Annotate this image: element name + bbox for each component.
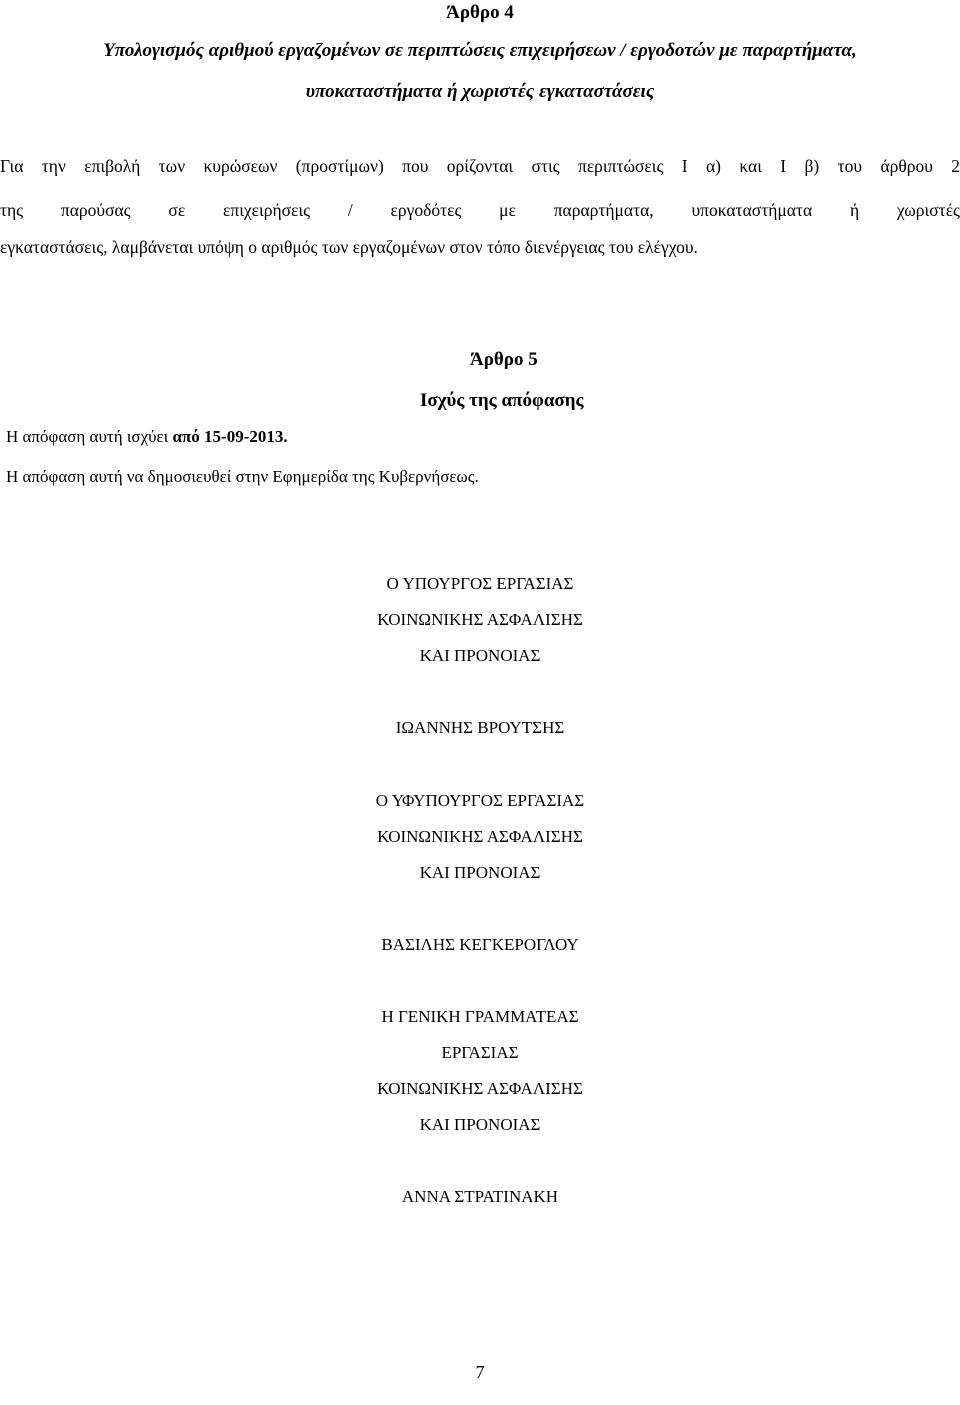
minister-title-line1: Ο ΥΠΟΥΡΓΟΣ ΕΡΓΑΣΙΑΣ [386, 574, 574, 593]
article4-body-line2: της παρούσας σε επιχειρήσεις / εργοδότες με παραρτήματα, υποκαταστήματα ή χωριστές [0, 200, 960, 220]
publication-statement: Η απόφαση αυτή να δημοσιευθεί στην Εφημερίδα της Κυβερνήσεως. [6, 467, 479, 486]
secgen-title-line1: Η ΓΕΝΙΚΗ ΓΡΑΜΜΑΤΕΑΣ [381, 1007, 579, 1026]
deputy-title-line2: ΚΟΙΝΩΝΙΚΗΣ ΑΣΦΑΛΙΣΗΣ [377, 827, 583, 846]
article4-subtitle-line1: Υπολογισμός αριθμού εργαζομένων σε περιπτώσεις επιχειρήσεων / εργοδοτών με παραρτήματα, [103, 40, 857, 61]
secgen-title-line3: ΚΟΙΝΩΝΙΚΗΣ ΑΣΦΑΛΙΣΗΣ [377, 1079, 583, 1098]
deputy-name: ΒΑΣΙΛΗΣ ΚΕΓΚΕΡΟΓΛΟΥ [381, 935, 579, 954]
page-number: 7 [475, 1362, 485, 1382]
article4-subtitle-line2: υποκαταστήματα ή χωριστές εγκαταστάσεις [305, 81, 655, 102]
article4-heading: Άρθρο 4 [446, 2, 514, 23]
secgen-title-line2: ΕΡΓΑΣΙΑΣ [441, 1043, 519, 1062]
secgen-title-line4: ΚΑΙ ΠΡΟΝΟΙΑΣ [419, 1115, 541, 1134]
validity-prefix: Η απόφαση αυτή ισχύει [6, 427, 173, 446]
minister-name: ΙΩΑΝΝΗΣ ΒΡΟΥΤΣΗΣ [395, 718, 565, 737]
article5-heading: Άρθρο 5 [470, 349, 538, 370]
article4-body-line1: Για την επιβολή των κυρώσεων (προστίμων) που ορίζονται στις περιπτώσεις Ι α) και Ι β) του άρθρου 2 [0, 156, 960, 176]
validity-statement [6, 427, 288, 447]
minister-title-line3: ΚΑΙ ΠΡΟΝΟΙΑΣ [419, 646, 541, 665]
article4-body-line3: εγκαταστάσεις, λαμβάνεται υπόψη ο αριθμός των εργαζομένων στον τόπο διενέργειας του ελέγχου. [0, 237, 698, 257]
deputy-title-line1: Ο ΥΦΥΠΟΥΡΓΟΣ ΕΡΓΑΣΙΑΣ [375, 791, 585, 810]
validity-date: από 15-09-2013. [172, 427, 288, 446]
deputy-title-line3: ΚΑΙ ΠΡΟΝΟΙΑΣ [419, 863, 541, 882]
article5-subtitle: Ισχύς της απόφασης [420, 390, 584, 411]
minister-title-line2: ΚΟΙΝΩΝΙΚΗΣ ΑΣΦΑΛΙΣΗΣ [377, 610, 583, 629]
secgen-name: ΑΝΝΑ ΣΤΡΑΤΙΝΑΚΗ [401, 1187, 559, 1206]
